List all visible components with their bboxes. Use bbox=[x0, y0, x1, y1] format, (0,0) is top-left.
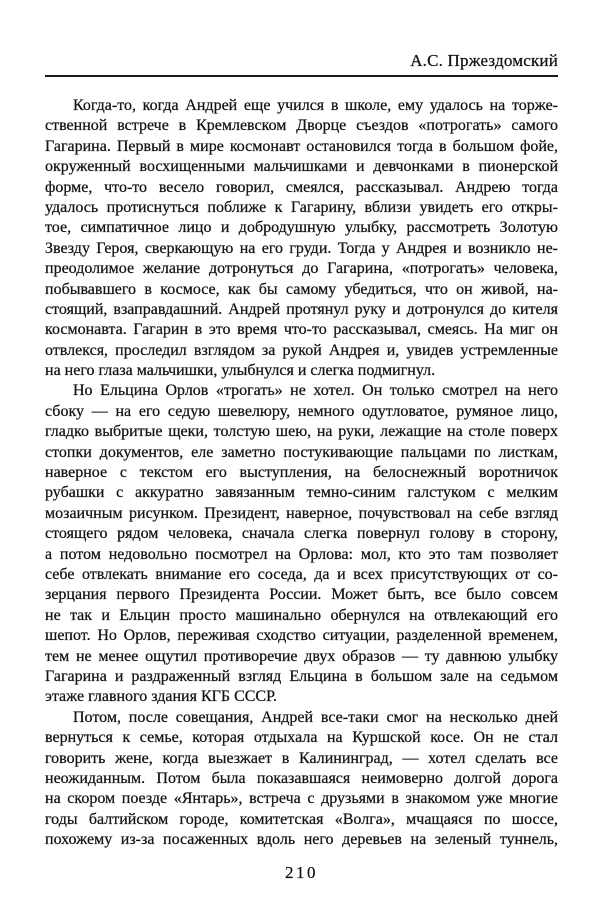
text-line: преодолимое желание дотронуться до Гагарина, «потрогать» человека, bbox=[45, 260, 558, 278]
text-line: не так и Ельцин просто машинально обернулся на отвлекающий его bbox=[45, 606, 558, 624]
text-line: космонавта. Гагарин в это время что-то рассказывал, смеясь. На миг он bbox=[45, 321, 558, 339]
text-line: Когда-то, когда Андрей еще учился в школе, ему удалось на торже- bbox=[73, 97, 558, 114]
text-line: этаже главного здания КГБ СССР. bbox=[45, 688, 277, 706]
running-header bbox=[45, 51, 558, 77]
text-line: а потом недовольно посмотрел на Орлова: мол, кто это там позволяет bbox=[45, 545, 558, 563]
text-line: побывавшего в космосе, как бы самому убедиться, что он живой, на- bbox=[45, 280, 558, 298]
text-line: Но Ельцина Орлов «трогать» не хотел. Он только смотрел на него bbox=[73, 382, 558, 400]
text-line: похожему из-за посаженных вдоль него деревьев на зеленый туннель, bbox=[45, 831, 558, 849]
text-line: гладко выбритые щеки, толстую шею, на руки, лежащие на столе поверх bbox=[45, 423, 558, 441]
text-line: стоящий, взаправдашний. Андрей протянул руку и дотронулся до кителя bbox=[45, 300, 558, 318]
text-line: неожиданным. Потом была показавшаяся неимоверно долгой дорога bbox=[45, 769, 558, 787]
text-line: стоящего рядом человека, сначала слегка повернул голову в сторону, bbox=[45, 525, 558, 543]
text-line: Потом, после совещания, Андрей все-таки смог на несколько дней bbox=[73, 708, 558, 726]
text-line: рубашки с аккуратно завязанным темно-синим галстуком с мелким bbox=[45, 484, 558, 502]
text-line: тое, симпатичное лицо и добродушную улыбку, рассмотреть Золотую bbox=[45, 219, 558, 237]
text-line: шепот. Но Орлов, переживая сходство ситуации, разделенной временем, bbox=[45, 627, 558, 645]
text-line: удалось протиснуться поближе к Гагарину, вблизи увидеть его откры- bbox=[45, 198, 558, 216]
text-line: Гагарина и раздраженный взгляд Ельцина в большом зале на седьмом bbox=[45, 667, 558, 685]
text-line: себе отвлекать внимание его соседа, да и всех присутствующих от со- bbox=[45, 565, 558, 583]
text-line: наверное с текстом его выступления, на белоснежный воротничок bbox=[45, 464, 558, 482]
text-line: отвлекся, проследил взглядом за рукой Андрея и, увидев устремленные bbox=[45, 341, 558, 359]
text-line: ственной встрече в Кремлевском Дворце съездов «потрогать» самого bbox=[45, 117, 558, 135]
author-name: А.С. Пржездомский bbox=[410, 51, 558, 70]
text-line: зерцания первого Президента России. Может быть, все было совсем bbox=[45, 586, 558, 604]
text-line: стопки документов, еле заметно постукивающие пальцами по листкам, bbox=[45, 443, 558, 461]
text-line: Гагарина. Первый в мире космонавт остановился тогда в большом фойе, bbox=[45, 137, 558, 155]
text-line: годы балтийском городе, комитетская «Волга», мчащаяся по шоссе, bbox=[45, 810, 558, 828]
text-line: мозаичным рисунком. Президент, наверное, почувствовал на себе взгляд bbox=[45, 504, 558, 522]
page-number: 210 bbox=[285, 863, 318, 883]
text-line: на скором поезде «Янтарь», встреча с друзьями в знакомом уже многие bbox=[45, 790, 558, 808]
text-line: окруженный восхищенными мальчишками и девчонками в пионерской bbox=[45, 158, 558, 176]
text-line: тем не менее ощутил противоречие двух образов — ту давнюю улыбку bbox=[45, 647, 558, 665]
text-line: на него глаза мальчишки, улыбнулся и слегка подмигнул. bbox=[45, 362, 436, 380]
text-line: Звезду Героя, сверкающую на его груди. Тогда у Андрея и возникло не- bbox=[45, 239, 558, 257]
text-line: форме, что-то весело говорил, смеялся, рассказывал. Андрею тогда bbox=[45, 178, 558, 196]
text-block bbox=[45, 96, 558, 850]
text-line: вернуться к семье, которая отдыхала на Куршской косе. Он не стал bbox=[45, 729, 558, 747]
text-line: сбоку — на его седую шевелюру, немного одутловатое, румяное лицо, bbox=[45, 402, 558, 420]
text-line: говорить жене, когда выезжает в Калининград, — хотел сделать все bbox=[45, 749, 558, 767]
